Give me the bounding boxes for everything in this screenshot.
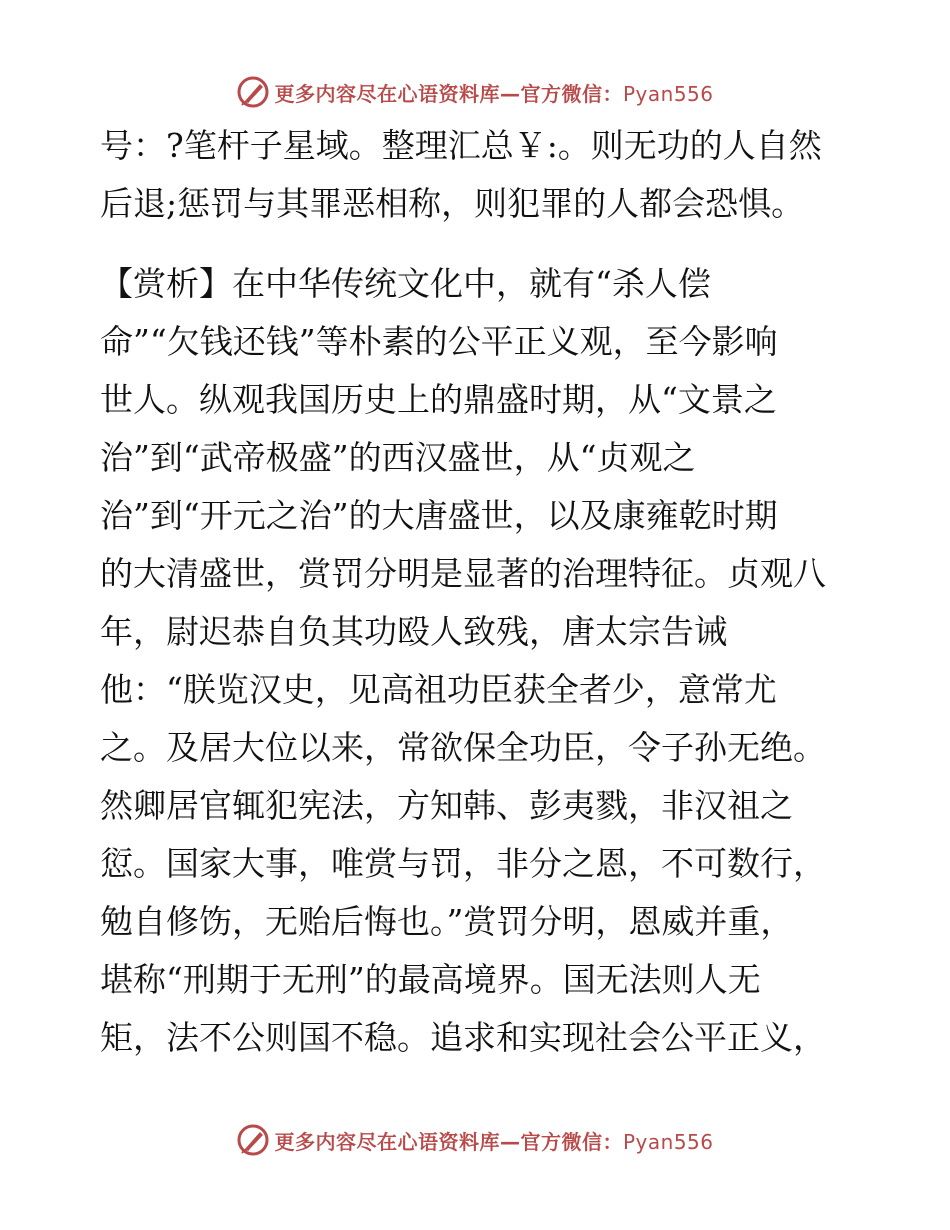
text-line: 世人。纵观我国历史上的鼎盛时期，从“文景之	[100, 380, 777, 419]
document-body	[100, 117, 860, 1067]
text-line: 之。及居大位以来，常欲保全功臣，令子孙无绝。	[100, 728, 826, 767]
text-line: 命”“欠钱还钱”等朴素的公平正义观，至今影响	[100, 322, 778, 361]
text-line: 矩，法不公则国不稳。追求和实现社会公平正义，	[100, 1018, 826, 1057]
quill-logo-icon	[236, 1123, 270, 1157]
text-line: 治”到“武帝极盛”的西汉盛世，从“贞观之	[100, 438, 696, 477]
text-line: 后退;惩罚与其罪恶相称，则犯罪的人都会恐惧。	[100, 184, 805, 223]
banner-text-cn: 更多内容尽在心语资料库—官方微信：	[274, 1129, 623, 1154]
text-line: 【赏析】在中华传统文化中，就有“杀人偿	[100, 264, 711, 303]
text-line: 愆。国家大事，唯赏与罚，非分之恩，不可数行，	[100, 844, 826, 883]
banner-wechat-id: Pyan556	[622, 1129, 714, 1154]
text-line: 的大清盛世，赏罚分明是显著的治理特征。贞观八	[100, 554, 826, 593]
text-line: 治”到“开元之治”的大唐盛世，以及康雍乾时期	[100, 496, 778, 535]
banner-wechat-id: Pyan556	[622, 81, 714, 106]
paragraph-gap	[100, 233, 860, 255]
header-banner	[0, 72, 950, 112]
banner-text	[274, 78, 713, 107]
quill-logo-icon	[236, 75, 270, 109]
text-line: 勉自修饬，无贻后悔也。”赏罚分明，恩威并重，	[100, 902, 794, 941]
banner-text	[274, 1126, 713, 1155]
text-line: 年，尉迟恭自负其功殴人致残，唐太宗告诫	[100, 612, 727, 651]
footer-banner	[0, 1120, 950, 1160]
text-line: 然卿居官辄犯宪法，方知韩、彭夷戮，非汉祖之	[100, 786, 793, 825]
banner-text-cn: 更多内容尽在心语资料库—官方微信：	[274, 81, 623, 106]
text-line: 号：?笔杆子星域。整理汇总￥:。则无功的人自然	[100, 126, 822, 165]
text-line: 堪称“刑期于无刑”的最高境界。国无法则人无	[100, 960, 761, 999]
text-line: 他：“朕览汉史，见高祖功臣获全者少，意常尤	[100, 670, 777, 709]
